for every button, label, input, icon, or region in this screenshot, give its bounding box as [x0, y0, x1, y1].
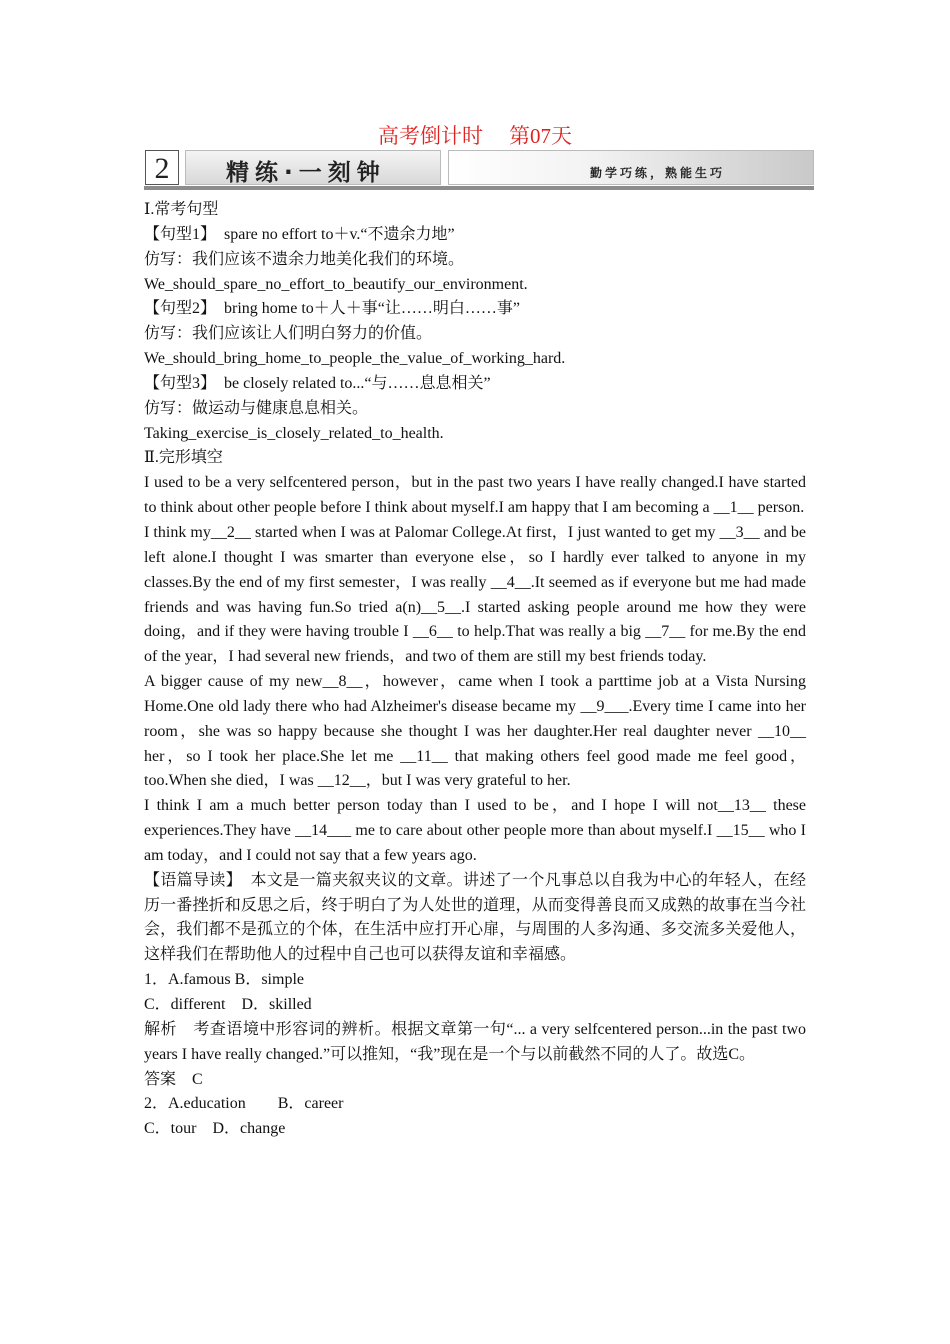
- pattern-2: 【句型2】 bring home to＋人＋事“让……明白……事”: [144, 300, 520, 318]
- pattern-2-answer: We_should_bring_home_to_people_the_value_of_working_hard.: [144, 350, 566, 368]
- section-heading-1: Ⅰ.常考句型: [144, 201, 219, 218]
- section-title: 精练·一刻钟: [226, 160, 386, 186]
- title-day: 第07天: [509, 124, 572, 148]
- motto-text: 勤学巧练，熟能生巧: [589, 166, 725, 180]
- cloze-paragraph-1: I used to be a very selfcentered person，but in the past two years I have really changed.I have started to think about other people before I think about myself.I am happy that I am becoming a __1__ person.: [144, 474, 806, 517]
- banner-rule: [144, 186, 814, 190]
- section-banner: [144, 150, 814, 190]
- question-1-answer: 答案 C: [144, 1070, 203, 1088]
- motto-box: [448, 150, 814, 185]
- pattern-2-prompt: 仿写：我们应该让人们明白努力的价值。: [144, 325, 433, 343]
- question-2-options-ab: 2．A.education B．career: [144, 1095, 344, 1113]
- cloze-paragraph-2: I think my__2__ started when I was at Palomar College.At first，I just wanted to get my __3__ and be left alone.I thought I was smarter than everyone else，so I hardly ever talked to anyone in my classes.By the end of my first semester，I was really __4__.It seemed as if everyone but me had made friends and was having fun.So tried a(n)__5__.I started asking people around me how they were doing，and if they were having trouble I __6__ to help.That was really a big __7__ for me.By the end of the year，I had several new friends，and two of them are still my best friends today.: [144, 523, 806, 666]
- pattern-1-prompt: 仿写：我们应该不遗余力地美化我们的环境。: [144, 250, 465, 268]
- pattern-3: 【句型3】 be closely related to...“与……息息相关”: [144, 374, 491, 392]
- document-body: [144, 198, 806, 1142]
- question-1-options-ab: 1．A.famous B．simple: [144, 971, 304, 989]
- question-1-options-cd: C．different D．skilled: [144, 996, 312, 1013]
- title-text: 高考倒计时: [378, 124, 483, 148]
- pattern-3-prompt: 仿写：做运动与健康息息相关。: [144, 399, 369, 417]
- pattern-3-answer: Taking_exercise_is_closely_related_to_health.: [144, 424, 444, 442]
- pattern-1-answer: We_should_spare_no_effort_to_beautify_our_environment.: [144, 275, 528, 293]
- pattern-1: 【句型1】 spare no effort to＋v.“不遗余力地”: [144, 225, 455, 243]
- section-heading-2: Ⅱ.完形填空: [144, 449, 223, 467]
- section-number: 2: [145, 150, 179, 185]
- cloze-paragraph-3: A bigger cause of my new__8__，however，came when I took a parttime job at a Vista Nursing Home.One old lady there who had Alzheimer's disease became my __9___.Every time I came into her room，she was so happy because she thought I was her daughter.Her real daughter never __10__ her，so I took her place.She let me __11__ that making others feel good made me feel good，too.When she died，I was __12__，but I was very grateful to her.: [144, 673, 806, 790]
- cloze-paragraph-4: I think I am a much better person today than I used to be，and I hope I will not__13__ these experiences.They have __14___ me to care about other people more than about myself.I __15__ who I am today，and I could not say that a few years ago.: [144, 797, 807, 864]
- question-2-options-cd: C．tour D．change: [144, 1120, 286, 1138]
- passage-guide: 【语篇导读】 本文是一篇夹叙夹议的文章。讲述了一个凡事总以自我为中心的年轻人，在经历一番挫折和反思之后，终于明白了为人处世的道理，从而变得善良而又成熟的故事在当今社会，我们都不是孤立的个体，在生活中应打开心扉，与周围的人多沟通、多交流多关爱他人，这样我们在帮助他人的过程中自己也可以获得友谊和幸福感。: [144, 871, 806, 964]
- question-1-explanation: 解析 考查语境中形容词的辨析。根据文章第一句“... a very selfcentered person...in the past two years I have really changed.”可以推知，“我”现在是一个与以前截然不同的人了。故选C。: [144, 1020, 806, 1063]
- page-title: [0, 120, 950, 150]
- section-title-box: [185, 150, 441, 185]
